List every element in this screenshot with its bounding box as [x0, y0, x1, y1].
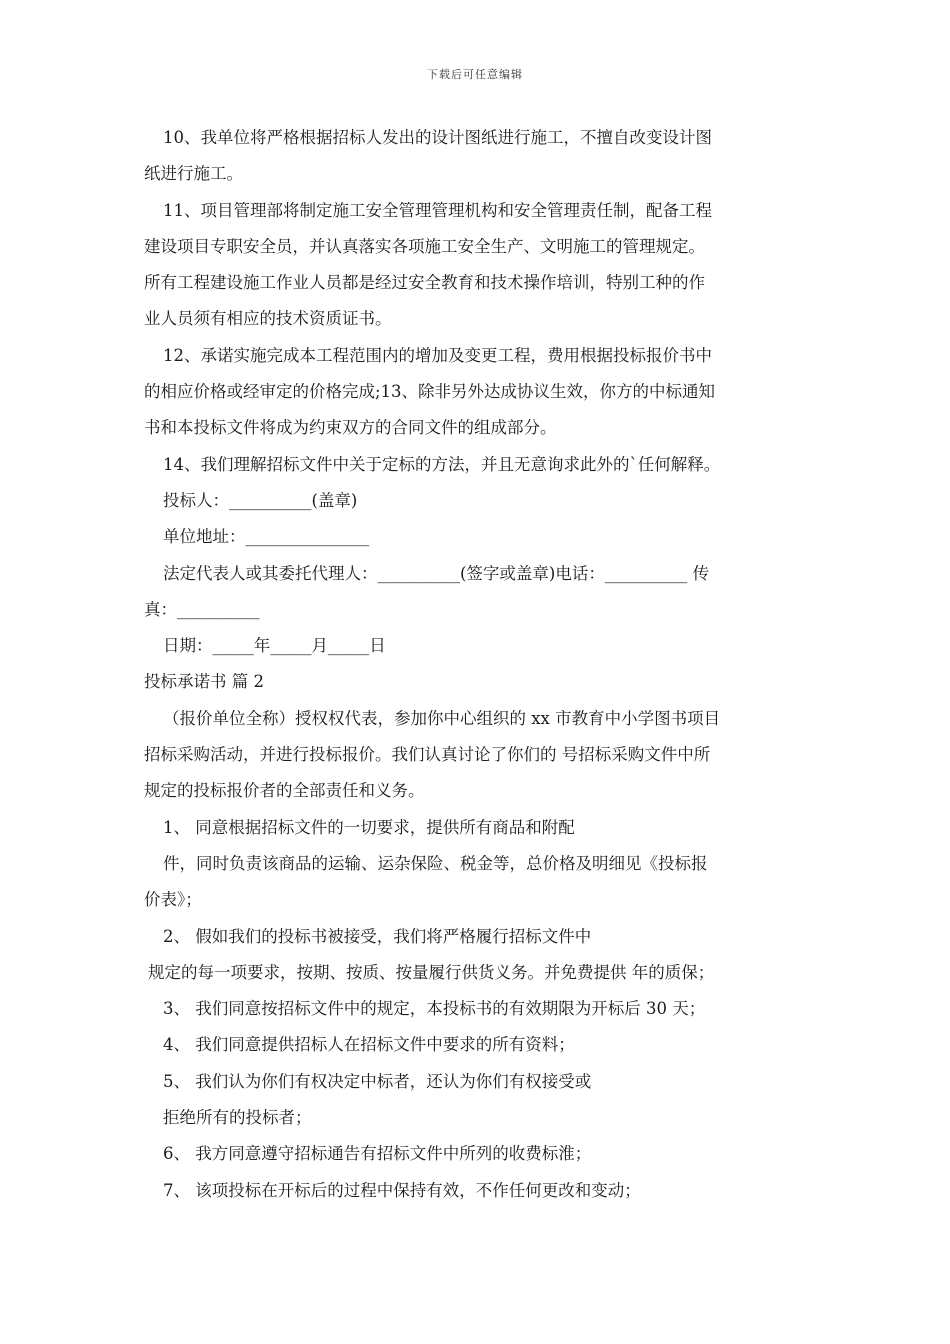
fax-line: 真：__________: [144, 599, 260, 619]
paragraph-line: 所有工程建设施工作业人员都是经过安全教育和技术操作培训，特别工种的作: [144, 273, 705, 293]
list-item: 1、 同意根据招标文件的一切要求，提供所有商品和附配: [163, 817, 575, 837]
paragraph-line: 12、承诺实施完成本工程范围内的增加及变更工程，费用根据投标报价书中: [163, 345, 712, 365]
list-item-continuation: 拒绝所有的投标者；: [163, 1108, 312, 1128]
paragraph-line: 的相应价格或经审定的价格完成;13、除非另外达成协议生效，你方的中标通知: [144, 382, 716, 402]
list-item-continuation: 价表》；: [144, 890, 202, 910]
list-item: 6、 我方同意遵守招标通告有招标文件中所列的收费标淮；: [163, 1144, 592, 1164]
paragraph-line: 建设项目专职安全员，并认真落实各项施工安全生产、文明施工的管理规定。: [144, 236, 705, 256]
document-body: [144, 120, 810, 1209]
list-item-continuation: 件，同时负责该商品的运输、运杂保险、税金等，总价格及明细见《投标报: [163, 853, 708, 873]
paragraph-line: （报价单位全称）授权权代表，参加你中心组织的 xx 市教育中小学图书项目: [163, 708, 721, 728]
list-item: 4、 我们同意提供招标人在招标文件中要求的所有资料；: [163, 1035, 575, 1055]
paragraph-line: 书和本投标文件将成为约束双方的合同文件的组成部分。: [144, 418, 557, 438]
date-line: 日期：_____年_____月_____日: [163, 636, 386, 656]
paragraph-line: 规定的投标报价者的全部责任和义务。: [144, 781, 425, 801]
representative-line: 法定代表人或其委托代理人：__________(签字或盖章)电话：__________ 传: [163, 563, 710, 583]
paragraph-line: 11、项目管理部将制定施工安全管理管理机构和安全管理责任制，配备工程: [163, 200, 712, 220]
list-item: 2、 假如我们的投标书被接受，我们将严格履行招标文件中: [163, 926, 592, 946]
paragraph-line: 业人员须有相应的技术资质证书。: [144, 309, 392, 329]
page-header: 下载后可任意编辑: [427, 68, 523, 81]
list-item: 5、 我们认为你们有权决定中标者，还认为你们有权接受或: [163, 1071, 592, 1091]
paragraph-line: 14、我们理解招标文件中关于定标的方法，并且无意询求此外的`任何解释。: [163, 454, 721, 474]
paragraph-line: 纸进行施工。: [144, 164, 243, 184]
section-title: 投标承诺书 篇 2: [144, 672, 264, 692]
list-item: 7、 该项投标在开标后的过程中保持有效，不作任何更改和变动；: [163, 1180, 641, 1200]
address-line: 单位地址：_______________: [163, 527, 370, 547]
paragraph-line: 招标采购活动，并进行投标报价。我们认真讨论了你们的 号招标采购文件中所: [144, 745, 711, 765]
list-item-continuation: 规定的每一项要求，按期、按质、按量履行供货义务。并免费提供 年的质保；: [148, 962, 715, 982]
paragraph-line: 10、我单位将严格根据招标人发出的设计图纸进行施工，不擅自改变设计图: [163, 128, 712, 147]
bidder-signature-line: 投标人：__________(盖章): [163, 490, 358, 510]
list-item: 3、 我们同意按招标文件中的规定，本投标书的有效期限为开标后 30 天；: [163, 999, 706, 1019]
